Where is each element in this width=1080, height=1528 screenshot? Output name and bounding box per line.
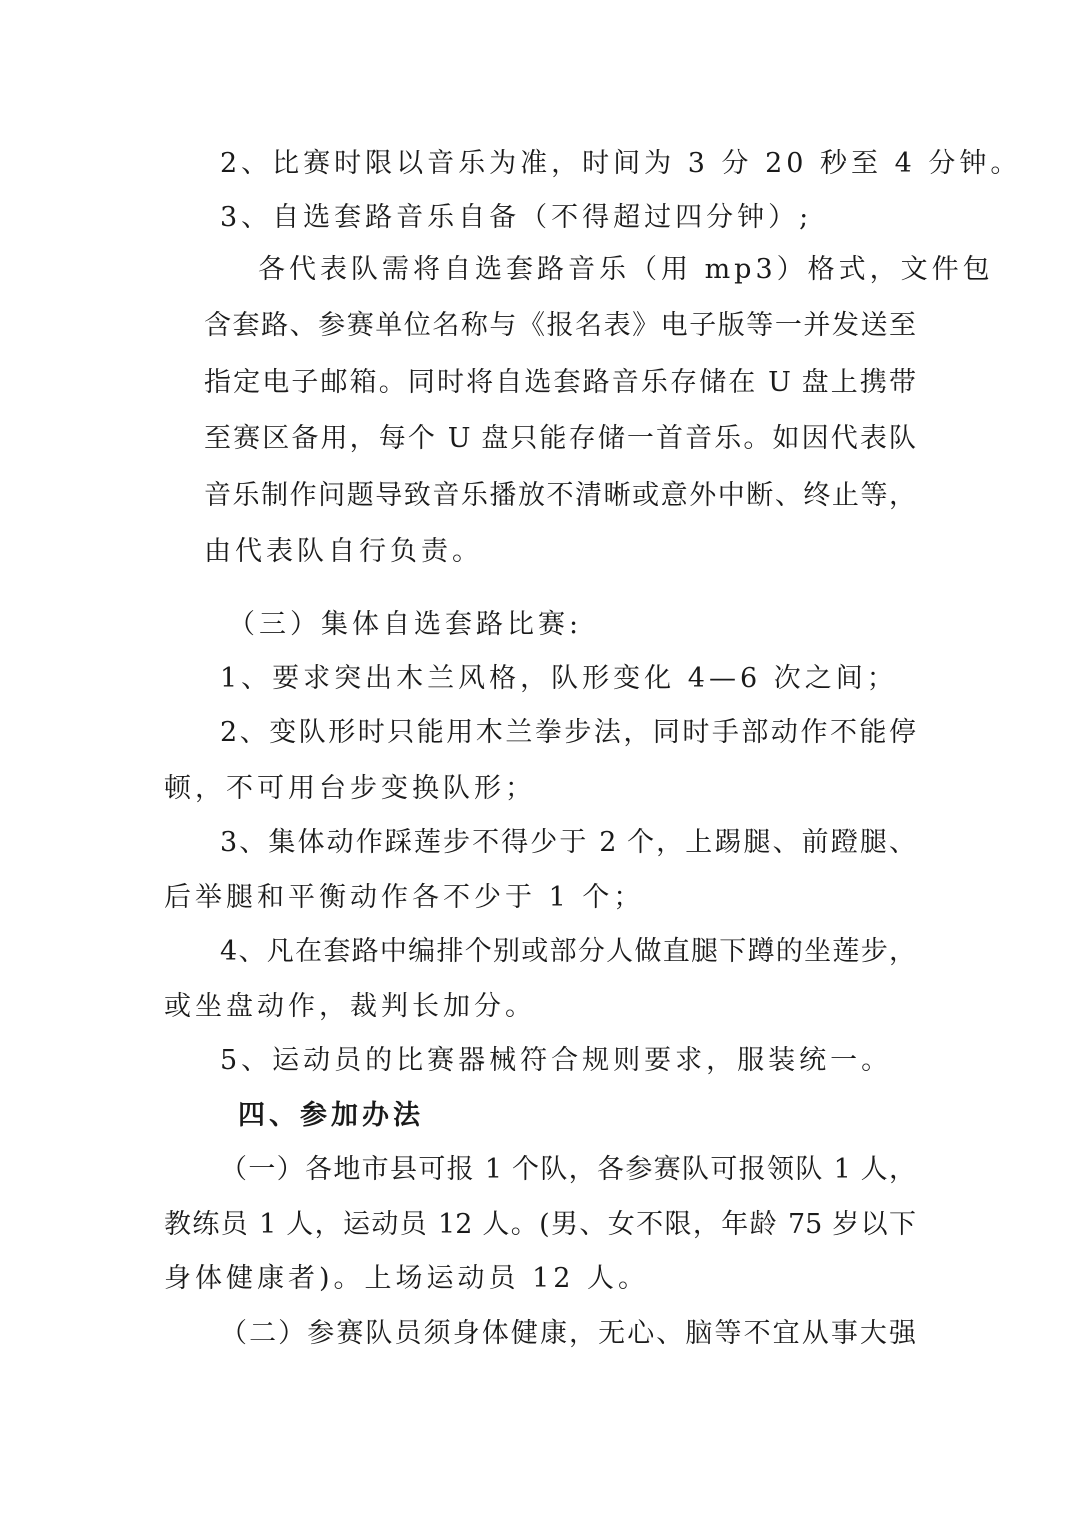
text-line: （一）各地市县可报 1 个队，各参赛队可报领队 1 人，	[220, 1154, 916, 1185]
text-line: 至赛区备用，每个 U 盘只能存储一首音乐。如因代表队	[204, 423, 916, 454]
text-line: 由代表队自行负责。	[204, 536, 483, 567]
text-line: 1、要求突出木兰风格，队形变化 4—6 次之间；	[220, 663, 898, 694]
text-line: 身体健康者)。上场运动员 12 人。	[164, 1263, 650, 1294]
text-line: 各代表队需将自选套路音乐（用 mp3）格式，文件包	[258, 254, 994, 285]
text-line: 5、运动员的比赛器械符合规则要求，服装统一。	[220, 1045, 893, 1076]
text-line: 2、比赛时限以音乐为准，时间为 3 分 20 秒至 4 分钟。	[220, 148, 1022, 179]
text-line: 后举腿和平衡动作各不少于 1 个；	[164, 882, 645, 913]
text-line: 3、集体动作踩莲步不得少于 2 个，上踢腿、前蹬腿、	[220, 827, 916, 858]
section-heading: 四、参加办法	[238, 1100, 424, 1131]
text-line: 4、凡在套路中编排个别或部分人做直腿下蹲的坐莲步，	[220, 936, 916, 967]
text-line: 顿，不可用台步变换队形；	[164, 773, 536, 804]
text-line: （二）参赛队员须身体健康，无心、脑等不宜从事大强	[220, 1318, 916, 1349]
text-line: 教练员 1 人，运动员 12 人。(男、女不限，年龄 75 岁以下	[164, 1209, 916, 1240]
text-line: 含套路、参赛单位名称与《报名表》电子版等一并发送至	[204, 310, 916, 341]
text-line: 音乐制作问题导致音乐播放不清晰或意外中断、终止等，	[204, 480, 916, 511]
text-line: 2、变队形时只能用木兰拳步法，同时手部动作不能停	[220, 717, 916, 748]
text-line: 指定电子邮箱。同时将自选套路音乐存储在 U 盘上携带	[204, 367, 916, 398]
section-subheading: （三）集体自选套路比赛:	[228, 609, 583, 640]
text-line: 3、自选套路音乐自备（不得超过四分钟）;	[220, 202, 813, 233]
text-line: 或坐盘动作，裁判长加分。	[164, 991, 536, 1022]
